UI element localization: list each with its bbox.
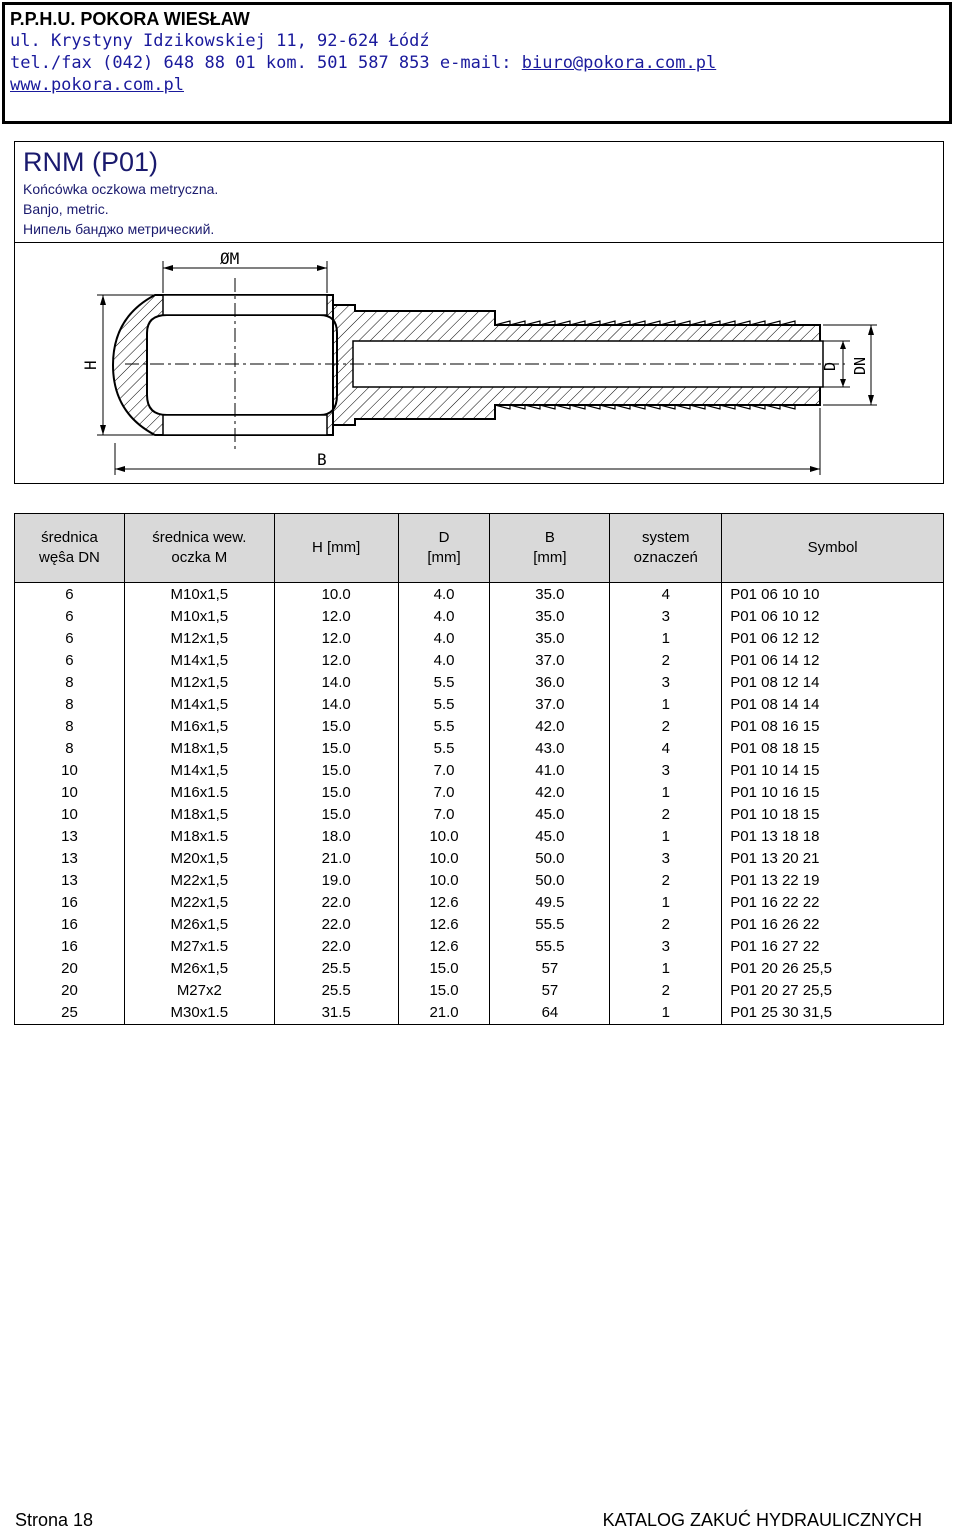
table-cell: 50.0 [490, 870, 610, 892]
table-cell: 7.0 [398, 782, 490, 804]
table-cell: 4 [610, 583, 722, 607]
header-system: system oznaczeń [610, 514, 722, 583]
product-desc-ru: Нипель банджо метрический. [23, 221, 215, 237]
table-cell: 5.5 [398, 738, 490, 760]
spec-table [14, 513, 944, 1025]
table-row [15, 782, 944, 804]
table-cell: 19.0 [274, 870, 398, 892]
table-cell: M14x1,5 [124, 694, 274, 716]
table-cell: 31.5 [274, 1002, 398, 1025]
table-cell: P01 16 26 22 [722, 914, 944, 936]
table-cell: 1 [610, 782, 722, 804]
table-row [15, 1002, 944, 1025]
table-cell: 45.0 [490, 804, 610, 826]
table-cell: 3 [610, 760, 722, 782]
table-cell: 57 [490, 980, 610, 1002]
table-cell: 15.0 [274, 716, 398, 738]
table-cell: 8 [15, 738, 125, 760]
table-cell: 2 [610, 804, 722, 826]
table-cell: M16x1,5 [124, 716, 274, 738]
table-row [15, 672, 944, 694]
table-cell: P01 13 22 19 [722, 870, 944, 892]
table-cell: 4.0 [398, 628, 490, 650]
table-cell: M22x1,5 [124, 892, 274, 914]
table-row [15, 583, 944, 607]
table-cell: 10.0 [398, 870, 490, 892]
table-cell: 2 [610, 980, 722, 1002]
table-cell: P01 10 14 15 [722, 760, 944, 782]
table-cell: 55.5 [490, 936, 610, 958]
label-d: D [821, 361, 839, 371]
table-cell: 35.0 [490, 628, 610, 650]
table-cell: 2 [610, 870, 722, 892]
table-cell: M16x1.5 [124, 782, 274, 804]
table-cell: 13 [15, 826, 125, 848]
table-row [15, 826, 944, 848]
table-cell: 4.0 [398, 583, 490, 607]
table-cell: 1 [610, 628, 722, 650]
table-cell: 42.0 [490, 782, 610, 804]
table-cell: P01 20 26 25,5 [722, 958, 944, 980]
hose-stem [333, 305, 823, 425]
product-title-box [15, 142, 943, 243]
table-cell: 22.0 [274, 936, 398, 958]
product-box [14, 141, 944, 484]
table-cell: P01 06 10 10 [722, 583, 944, 607]
table-cell: 1 [610, 826, 722, 848]
table-cell: P01 10 16 15 [722, 782, 944, 804]
table-cell: P01 06 12 12 [722, 628, 944, 650]
table-cell: P01 08 16 15 [722, 716, 944, 738]
table-cell: 18.0 [274, 826, 398, 848]
table-cell: 36.0 [490, 672, 610, 694]
table-cell: 8 [15, 672, 125, 694]
table-row [15, 870, 944, 892]
table-cell: M30x1.5 [124, 1002, 274, 1025]
table-cell: 6 [15, 606, 125, 628]
table-cell: 3 [610, 672, 722, 694]
table-cell: 3 [610, 606, 722, 628]
table-cell: 6 [15, 628, 125, 650]
table-cell: 15.0 [274, 804, 398, 826]
product-desc-pl: Końcówka oczkowa metryczna. [23, 181, 219, 197]
company-header [2, 2, 952, 124]
table-cell: 8 [15, 694, 125, 716]
table-cell: 10 [15, 760, 125, 782]
table-header-row [15, 514, 944, 583]
table-row [15, 958, 944, 980]
table-cell: P01 25 30 31,5 [722, 1002, 944, 1025]
table-cell: M27x1.5 [124, 936, 274, 958]
table-cell: 12.0 [274, 628, 398, 650]
table-cell: 13 [15, 848, 125, 870]
table-cell: P01 08 18 15 [722, 738, 944, 760]
table-cell: 55.5 [490, 914, 610, 936]
table-cell: 37.0 [490, 694, 610, 716]
table-cell: 45.0 [490, 826, 610, 848]
table-cell: M18x1,5 [124, 738, 274, 760]
table-cell: P01 16 27 22 [722, 936, 944, 958]
table-cell: 4.0 [398, 650, 490, 672]
table-cell: 21.0 [398, 1002, 490, 1025]
table-cell: 16 [15, 936, 125, 958]
table-cell: 4.0 [398, 606, 490, 628]
company-contact [10, 52, 944, 74]
table-cell: M26x1,5 [124, 914, 274, 936]
table-cell: 12.6 [398, 936, 490, 958]
table-cell: P01 06 14 12 [722, 650, 944, 672]
table-cell: 42.0 [490, 716, 610, 738]
table-cell: 7.0 [398, 804, 490, 826]
company-website-line [10, 74, 944, 96]
table-row [15, 628, 944, 650]
company-address: ul. Krystyny Idzikowskiej 11, 92-624 Łódź [10, 31, 430, 51]
table-cell: 15.0 [398, 980, 490, 1002]
header-dn: średnica węŝa DN [15, 514, 125, 583]
table-cell: 22.0 [274, 914, 398, 936]
header-m: średnica wew. oczka M [124, 514, 274, 583]
table-cell: 35.0 [490, 606, 610, 628]
table-cell: M12x1,5 [124, 628, 274, 650]
table-cell: 10.0 [398, 826, 490, 848]
table-cell: 12.6 [398, 892, 490, 914]
table-cell: 12.0 [274, 606, 398, 628]
table-cell: 4 [610, 738, 722, 760]
table-cell: 5.5 [398, 694, 490, 716]
banjo-eye [113, 295, 337, 435]
table-cell: 7.0 [398, 760, 490, 782]
table-cell: 16 [15, 914, 125, 936]
table-cell: 1 [610, 1002, 722, 1025]
table-cell: P01 10 18 15 [722, 804, 944, 826]
table-cell: 6 [15, 650, 125, 672]
table-cell: 13 [15, 870, 125, 892]
table-row [15, 848, 944, 870]
table-cell: M14x1,5 [124, 760, 274, 782]
table-cell: 25.5 [274, 958, 398, 980]
label-h: H [81, 360, 100, 370]
table-cell: 37.0 [490, 650, 610, 672]
table-cell: 2 [610, 716, 722, 738]
table-cell: 10.0 [274, 583, 398, 607]
page-number: Strona 18 [15, 1510, 94, 1530]
table-row [15, 892, 944, 914]
table-cell: 15.0 [398, 958, 490, 980]
spec-table-body [15, 583, 944, 1025]
product-desc-en: Banjo, metric. [23, 201, 109, 217]
table-row [15, 760, 944, 782]
table-cell: 15.0 [274, 760, 398, 782]
table-row [15, 650, 944, 672]
table-cell: 6 [15, 583, 125, 607]
table-cell: M26x1,5 [124, 958, 274, 980]
contact-text: tel./fax (042) 648 88 01 kom. 501 587 853 e-mail: [10, 53, 522, 73]
table-cell: M27x2 [124, 980, 274, 1002]
table-cell: 21.0 [274, 848, 398, 870]
table-cell: 64 [490, 1002, 610, 1025]
table-cell: 10 [15, 782, 125, 804]
table-row [15, 914, 944, 936]
table-cell: 15.0 [274, 738, 398, 760]
table-cell: 5.5 [398, 672, 490, 694]
technical-drawing [15, 243, 943, 483]
table-cell: 41.0 [490, 760, 610, 782]
table-cell: 3 [610, 848, 722, 870]
table-cell: 49.5 [490, 892, 610, 914]
table-cell: M10x1,5 [124, 606, 274, 628]
table-cell: 14.0 [274, 672, 398, 694]
table-cell: 5.5 [398, 716, 490, 738]
table-cell: M10x1,5 [124, 583, 274, 607]
table-cell: 1 [610, 694, 722, 716]
table-cell: 20 [15, 980, 125, 1002]
table-cell: 25 [15, 1002, 125, 1025]
table-cell: 50.0 [490, 848, 610, 870]
table-cell: 20 [15, 958, 125, 980]
table-cell: 8 [15, 716, 125, 738]
table-cell: 2 [610, 914, 722, 936]
table-cell: 10.0 [398, 848, 490, 870]
table-cell: 3 [610, 936, 722, 958]
company-name: P.P.H.U. POKORA WIESŁAW [10, 9, 250, 29]
table-cell: P01 06 10 12 [722, 606, 944, 628]
table-cell: 25.5 [274, 980, 398, 1002]
table-cell: 57 [490, 958, 610, 980]
table-cell: 15.0 [274, 782, 398, 804]
table-cell: P01 08 12 14 [722, 672, 944, 694]
email-link[interactable]: biuro@pokora.com.pl [521, 53, 717, 73]
table-cell: 22.0 [274, 892, 398, 914]
table-cell: M22x1,5 [124, 870, 274, 892]
table-cell: 35.0 [490, 583, 610, 607]
table-row [15, 716, 944, 738]
table-cell: M18x1,5 [124, 804, 274, 826]
table-row [15, 936, 944, 958]
table-cell: 1 [610, 892, 722, 914]
table-cell: P01 16 22 22 [722, 892, 944, 914]
table-cell: 12.0 [274, 650, 398, 672]
table-row [15, 980, 944, 1002]
table-row [15, 738, 944, 760]
table-cell: P01 13 20 21 [722, 848, 944, 870]
catalog-title: KATALOG ZAKUĆ HYDRAULICZNYCH [602, 1510, 922, 1530]
table-cell: 10 [15, 804, 125, 826]
table-cell: M20x1,5 [124, 848, 274, 870]
table-row [15, 694, 944, 716]
table-row [15, 606, 944, 628]
dim-d [821, 341, 850, 387]
table-cell: M12x1,5 [124, 672, 274, 694]
table-cell: M18x1.5 [124, 826, 274, 848]
label-b: B [317, 450, 327, 469]
table-cell: 14.0 [274, 694, 398, 716]
table-row [15, 804, 944, 826]
label-om: ØM [220, 249, 240, 268]
header-h: H [mm] [274, 514, 398, 583]
dim-om [163, 249, 327, 293]
header-b: B [mm] [490, 514, 610, 583]
table-cell: P01 08 14 14 [722, 694, 944, 716]
table-cell: 43.0 [490, 738, 610, 760]
website-link[interactable]: www.pokora.com.pl [10, 75, 184, 95]
table-cell: 1 [610, 958, 722, 980]
table-cell: 12.6 [398, 914, 490, 936]
header-symbol: Symbol [722, 514, 944, 583]
table-cell: P01 13 18 18 [722, 826, 944, 848]
table-cell: 16 [15, 892, 125, 914]
table-cell: M14x1,5 [124, 650, 274, 672]
product-code: RNM (P01) [23, 147, 159, 177]
label-dn: DN [851, 356, 869, 375]
table-cell: P01 20 27 25,5 [722, 980, 944, 1002]
header-d: D [mm] [398, 514, 490, 583]
table-cell: 2 [610, 650, 722, 672]
